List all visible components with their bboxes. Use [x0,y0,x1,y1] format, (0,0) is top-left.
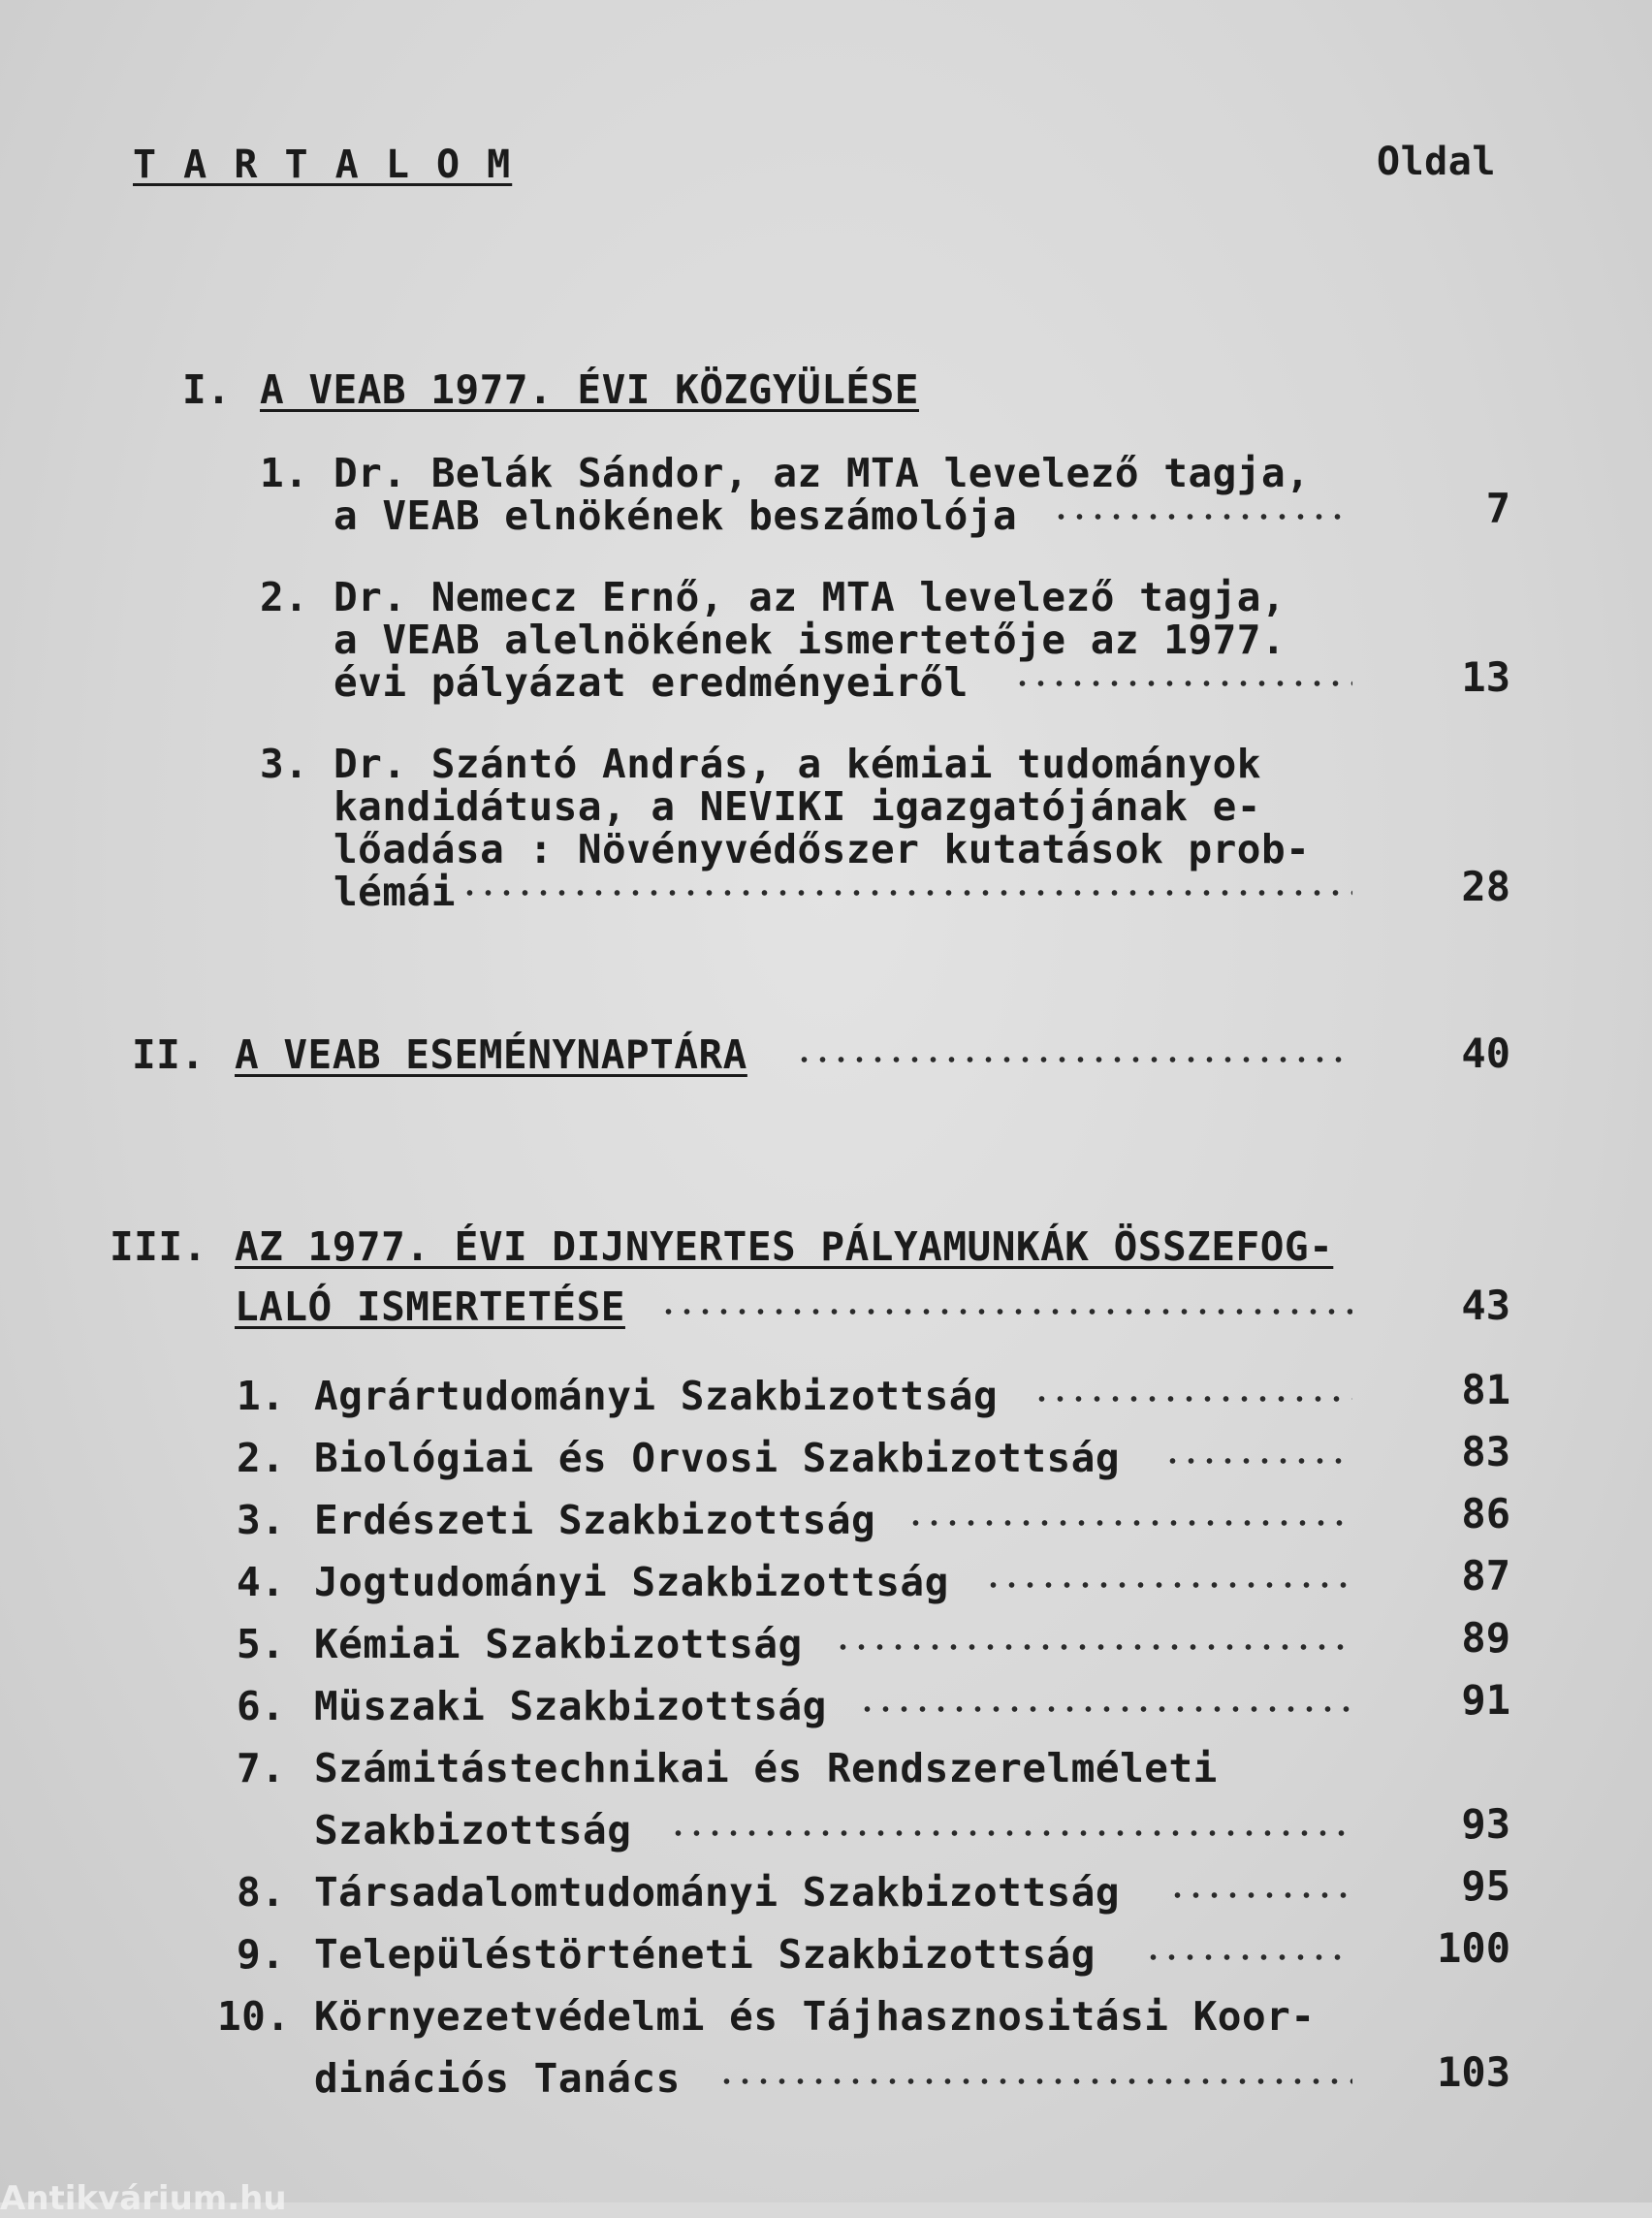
page-column-label: Oldal [1377,140,1496,184]
page-number: 103 [1437,2048,1510,2096]
item-text-line: Erdészeti Szakbizottság [314,1497,876,1543]
page-number: 83 [1461,1428,1510,1475]
dot-leader [1168,1892,1352,1898]
item-text-line: Településtörténeti Szakbizottság [314,1931,1096,1978]
page-number: 28 [1461,863,1510,910]
dot-leader [659,1309,1352,1315]
page-number: 95 [1461,1862,1510,1910]
item-text-line: dinációs Tanács [314,2055,681,2102]
item-number: 3. [237,1497,286,1543]
dot-leader [795,1057,1352,1062]
item-text-line: Társadalomtudományi Szakbizottság [314,1869,1121,1916]
section-title: A VEAB ESEMÉNYNAPTÁRA [235,1031,747,1078]
item-number: 4. [237,1559,286,1605]
page-number: 93 [1461,1800,1510,1848]
item-text-line: évi pályázat eredményeiről [334,659,969,706]
page-number: 43 [1461,1282,1510,1329]
item-text-line: kandidátusa, a NEVIKI igazgatójának e- [334,783,1261,830]
page-number: 40 [1461,1030,1510,1077]
dot-leader [906,1520,1352,1526]
dot-leader [461,890,1352,896]
item-number: 7. [237,1745,286,1791]
item-text-line: Jogtudományi Szakbizottság [314,1559,949,1605]
dot-leader [717,2078,1352,2084]
item-text-line: Dr. Belák Sándor, az MTA levelező tagja, [334,450,1311,496]
item-number: 2. [260,574,309,620]
page-number: 13 [1461,653,1510,701]
item-number: 1. [237,1373,286,1419]
item-number: 1. [260,450,309,496]
item-text-line: Szakbizottság [314,1807,632,1854]
item-number: 5. [237,1621,286,1667]
dot-leader [858,1706,1352,1712]
item-number: 3. [260,741,309,787]
item-number: 2. [237,1435,286,1481]
item-text-line: lőadása : Növényvédőszer kutatások prob- [334,826,1311,872]
item-text-line: Agrártudományi Szakbizottság [314,1373,999,1419]
item-number: 6. [237,1683,286,1729]
item-number: 9. [237,1931,286,1978]
section-numeral: II. [132,1031,206,1078]
toc-title: T A R T A L O M [133,143,513,187]
item-text-line: lémái [334,869,456,915]
page-number: 91 [1461,1676,1510,1724]
page-number: 86 [1461,1490,1510,1537]
dot-leader [1163,1458,1352,1464]
item-text-line: Számitástechnikai és Rendszerelméleti [314,1745,1218,1791]
watermark-text: Antikvárium.hu [0,2179,287,2218]
item-text-line: a VEAB alelnökének ismertetője az 1977. [334,617,1287,663]
item-text-line: Kémiai Szakbizottság [314,1621,803,1667]
page-number: 7 [1485,485,1510,532]
item-text-line: Dr. Nemecz Ernő, az MTA levelező tagja, [334,574,1287,620]
item-text-line: a VEAB elnökének beszámolója [334,492,1018,539]
dot-leader [1144,1954,1352,1960]
item-number: 10. [217,1993,291,2040]
item-text-line: Biológiai és Orvosi Szakbizottság [314,1435,1121,1481]
dot-leader [984,1582,1352,1588]
page-number: 87 [1461,1552,1510,1600]
item-number: 8. [237,1869,286,1916]
page-number: 81 [1461,1366,1510,1413]
dot-leader [1032,1396,1352,1402]
dot-leader [1013,681,1352,686]
dot-leader [834,1644,1352,1650]
dot-leader [669,1830,1352,1836]
section-title: A VEAB 1977. ÉVI KÖZGYÜLÉSE [260,366,919,413]
page-number: 100 [1437,1924,1510,1972]
item-text-line: Környezetvédelmi és Tájhasznositási Koor- [314,1993,1316,2040]
section-title-line: AZ 1977. ÉVI DIJNYERTES PÁLYAMUNKÁK ÖSSZEFOG- [235,1223,1334,1270]
item-text-line: Müszaki Szakbizottság [314,1683,827,1729]
section-numeral: I. [182,366,232,413]
section-numeral: III. [110,1223,207,1270]
dot-leader [1052,514,1352,520]
item-text-line: Dr. Szántó András, a kémiai tudományok [334,741,1261,787]
page-number: 89 [1461,1614,1510,1662]
section-title-line: LALÓ ISMERTETÉSE [235,1283,625,1330]
